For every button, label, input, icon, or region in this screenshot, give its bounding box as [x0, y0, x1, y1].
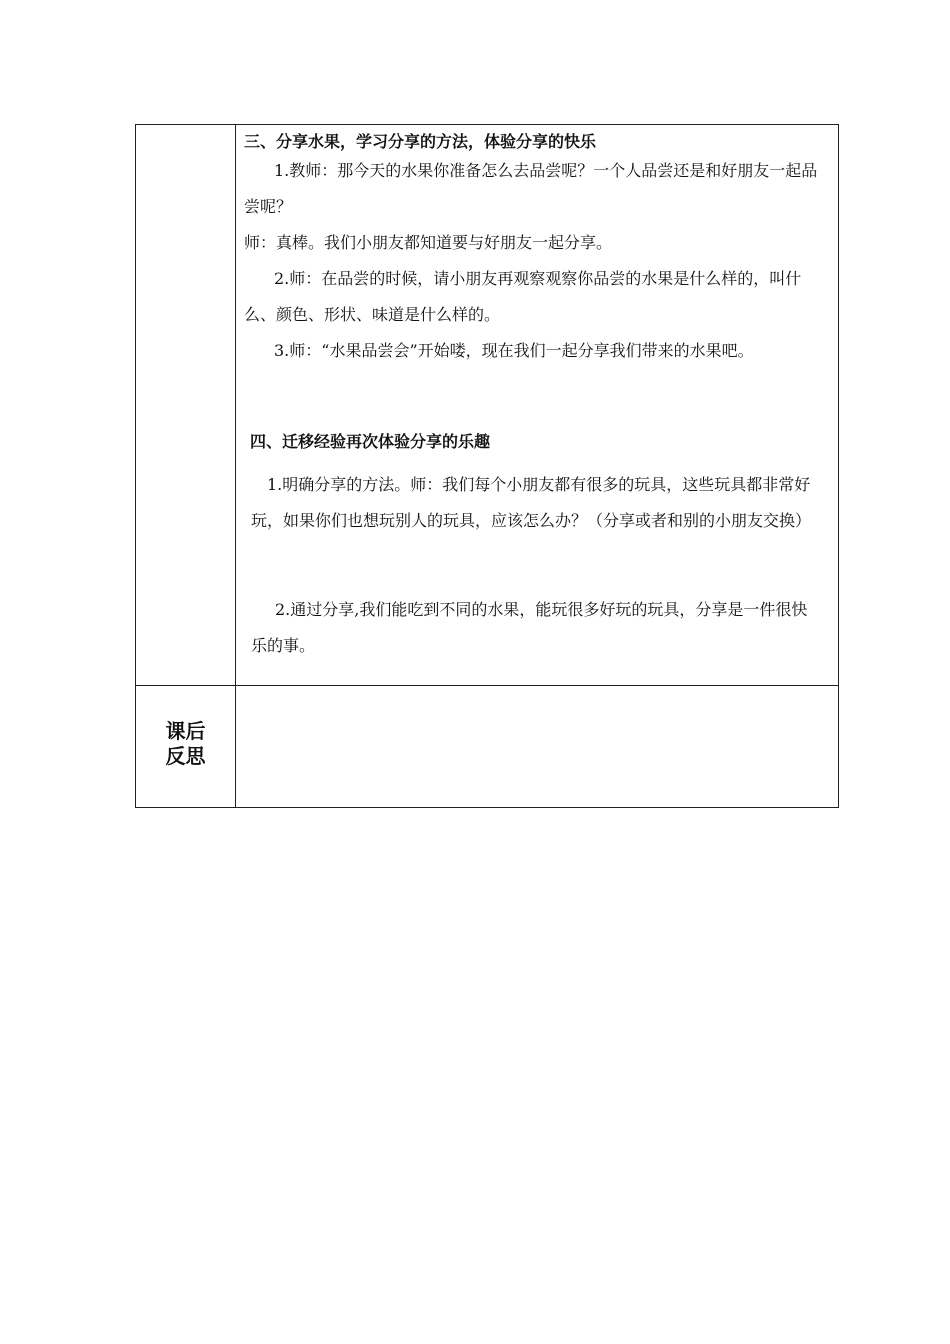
section4-heading: 四、迁移经验再次体验分享的乐趣 — [250, 432, 491, 451]
lesson-plan-table — [135, 124, 839, 808]
section3-paragraph-4: 3.师：“水果品尝会”开始喽，现在我们一起分享我们带来的水果吧。 — [274, 341, 754, 360]
section3-paragraph-1: 1.教师：那今天的水果你准备怎么去品尝呢？一个人品尝还是和好朋友一起品尝呢？ — [244, 161, 818, 216]
reflection-label — [136, 719, 235, 769]
column-divider — [235, 125, 236, 807]
section3-heading: 三、分享水果，学习分享的方法，体验分享的快乐 — [244, 132, 597, 151]
section4-paragraph-1: 1.明确分享的方法。师：我们每个小朋友都有很多的玩具，这些玩具都非常好玩，如果你们也想玩别人的玩具，应该怎么办？（分享或者和别的小朋友交换） — [251, 475, 812, 530]
section3-paragraph-3: 2.师：在品尝的时候，请小朋友再观察观察你品尝的水果是什么样的，叫什么、颜色、形状、味道是什么样的。 — [244, 269, 802, 324]
reflection-label-line1: 课后 — [165, 719, 206, 743]
section4-paragraph-2: 2.通过分享,我们能吃到不同的水果，能玩很多好玩的玩具，分享是一件很快乐的事。 — [251, 600, 808, 655]
section3-paragraph-2: 师：真棒。我们小朋友都知道要与好朋友一起分享。 — [244, 233, 613, 252]
row-divider — [136, 685, 838, 686]
reflection-label-line2: 反思 — [165, 744, 206, 768]
